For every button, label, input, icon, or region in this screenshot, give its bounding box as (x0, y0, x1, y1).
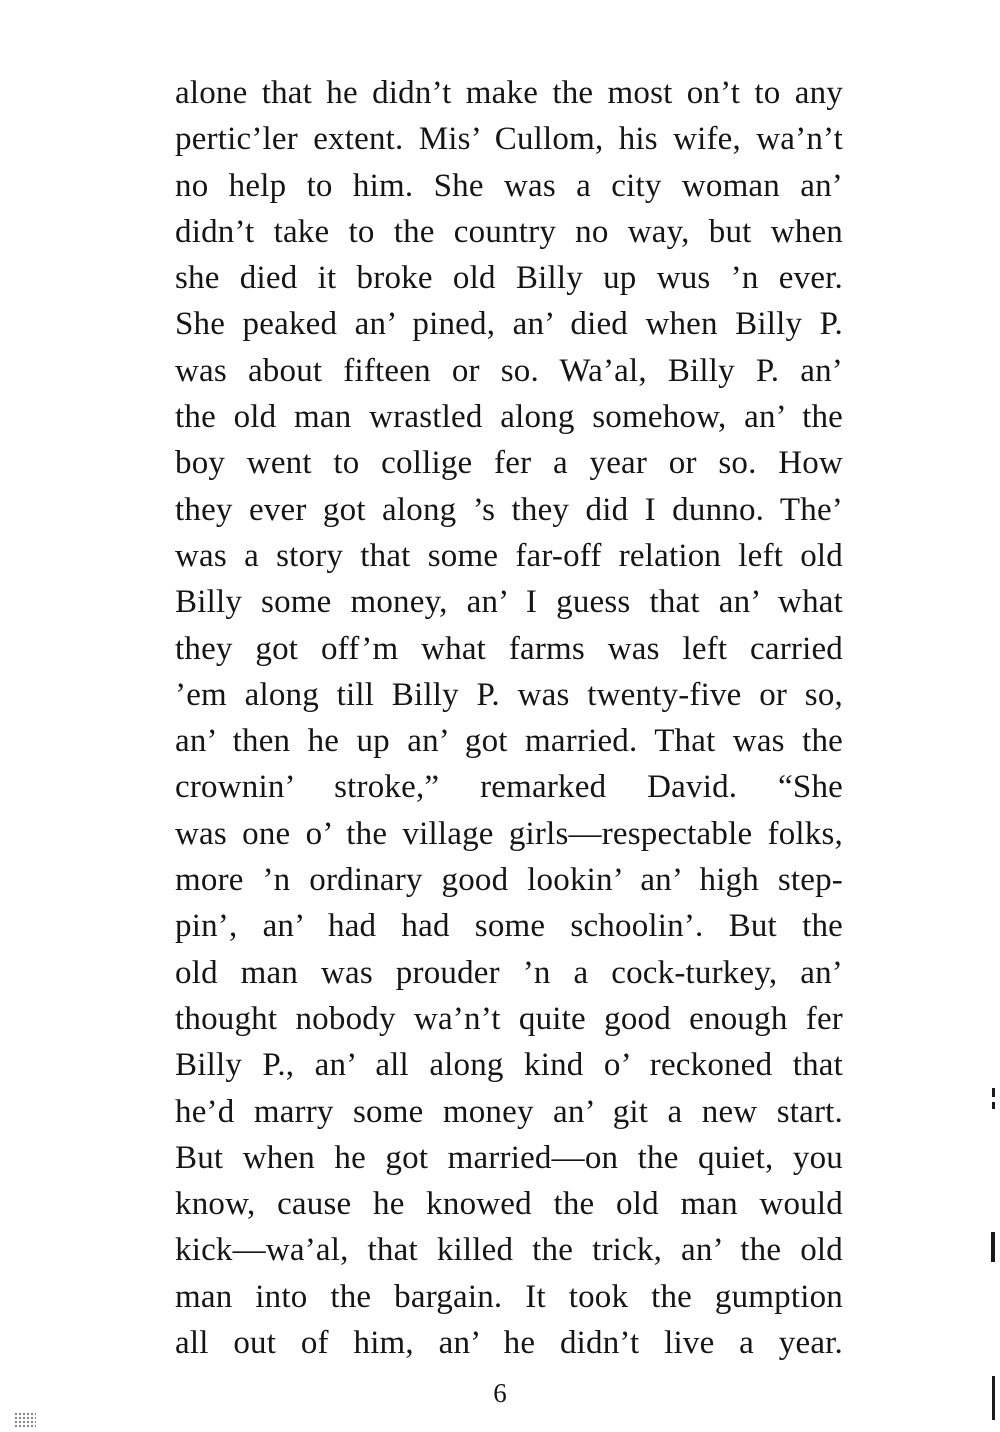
text-line: the old man wrastled along somehow, an’ the (175, 399, 843, 436)
text-line: was one o’ the village girls—respectable folks, (175, 815, 843, 852)
text-line: Billy P., an’ all along kind o’ reckoned that (175, 1047, 843, 1084)
text-line: kick—wa’al, that killed the trick, an’ the old (175, 1232, 843, 1269)
page-number: 6 (493, 1378, 507, 1408)
text-line: old man was prouder ’n a cock-turkey, an’ (175, 954, 843, 991)
text-line: an’ then he up an’ got married. That was the (175, 723, 843, 760)
scan-speckle (14, 1412, 36, 1428)
text-line: was about fifteen or so. Wa’al, Billy P. an’ (175, 352, 843, 389)
text-line: they got off’m what farms was left carried (175, 630, 843, 667)
text-line: all out of him, an’ he didn’t live a year. (175, 1325, 843, 1362)
text-line: she died it broke old Billy up wus ’n ever. (175, 260, 843, 297)
text-line: alone that he didn’t make the most on’t to any (175, 75, 843, 111)
text-line: was a story that some far-off relation left old (175, 537, 843, 574)
text-line: crownin’ stroke,” remarked David. “She (175, 769, 843, 806)
scan-artifact-mark (992, 1102, 995, 1109)
text-line: pertic’ler extent. Mis’ Cullom, his wife, wa’n’t (175, 121, 843, 158)
scan-artifact-mark (991, 1232, 995, 1262)
text-line: ’em along till Billy P. was twenty-five or so, (175, 676, 843, 713)
text-line: know, cause he knowed the old man would (175, 1186, 843, 1223)
text-line: pin’, an’ had had some schoolin’. But the (175, 908, 843, 945)
text-line: She peaked an’ pined, an’ died when Billy P. (175, 306, 843, 343)
text-line: he’d marry some money an’ git a new start. (175, 1093, 843, 1130)
text-line: thought nobody wa’n’t quite good enough fer (175, 1000, 843, 1037)
body-text (175, 70, 843, 1366)
text-line: they ever got along ’s they did I dunno. The’ (175, 491, 843, 528)
text-line: But when he got married—on the quiet, you (175, 1139, 843, 1176)
text-line: no help to him. She was a city woman an’ (175, 167, 843, 204)
text-line: didn’t take to the country no way, but when (175, 213, 843, 250)
text-line: more ’n ordinary good lookin’ an’ high step- (175, 862, 843, 899)
text-line: boy went to collige fer a year or so. How (175, 445, 843, 482)
text-line: man into the bargain. It took the gumption (175, 1278, 843, 1315)
scan-artifact-mark (992, 1088, 995, 1097)
scan-artifact-mark (992, 1376, 995, 1420)
text-line: Billy some money, an’ I guess that an’ what (175, 584, 843, 621)
